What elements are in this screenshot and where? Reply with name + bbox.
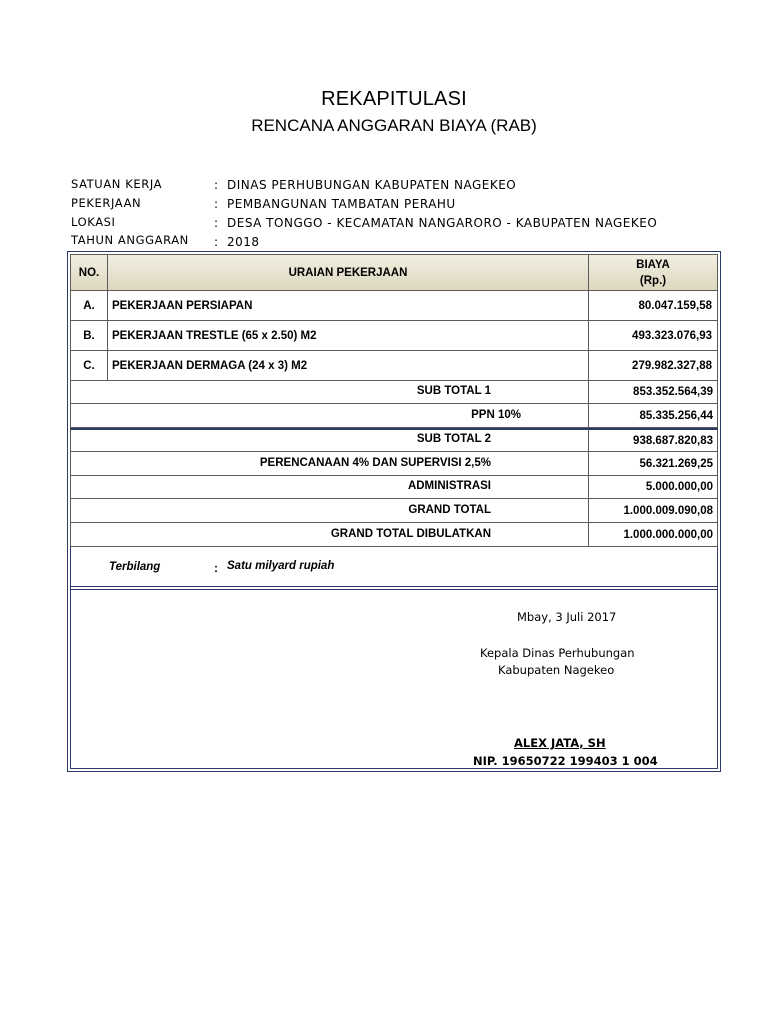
meta-colon: : bbox=[214, 216, 219, 230]
meta-label-satuan-kerja: SATUAN KERJA bbox=[71, 177, 163, 191]
meta-value-pekerjaan: PEMBANGUNAN TAMBATAN PERAHU bbox=[227, 197, 456, 211]
meta-colon: : bbox=[214, 235, 219, 249]
subtotal-2-label: SUB TOTAL 2 bbox=[416, 433, 491, 445]
meta-value-tahun-anggaran: 2018 bbox=[227, 235, 260, 249]
signature-place-date: Mbay, 3 Juli 2017 bbox=[517, 610, 617, 624]
row-a-biaya: 80.047.159,58 bbox=[588, 290, 718, 321]
meta-colon: : bbox=[214, 197, 219, 211]
header-uraian: URAIAN PEKERJAAN bbox=[107, 254, 589, 291]
meta-label-lokasi: LOKASI bbox=[71, 215, 116, 229]
perencanaan-label: PERENCANAAN 4% DAN SUPERVISI 2,5% bbox=[259, 457, 491, 469]
terbilang-label: Terbilang bbox=[109, 561, 161, 573]
signature-divider-inner bbox=[70, 589, 718, 590]
header-biaya-unit: (Rp.) bbox=[639, 274, 667, 287]
signature-position-line-1: Kepala Dinas Perhubungan bbox=[480, 646, 635, 660]
subtotal-1-label: SUB TOTAL 1 bbox=[416, 385, 491, 397]
row-a-uraian: PEKERJAAN PERSIAPAN bbox=[107, 290, 589, 321]
terbilang-colon: : bbox=[214, 561, 218, 575]
grand-total-dibulatkan-label: GRAND TOTAL DIBULATKAN bbox=[330, 528, 491, 540]
row-c-biaya: 279.982.327,88 bbox=[588, 350, 718, 381]
document-title: REKAPITULASI bbox=[321, 88, 467, 110]
signature-position-line-2: Kabupaten Nagekeo bbox=[498, 663, 615, 677]
grand-total-value: 1.000.009.090,08 bbox=[588, 499, 718, 522]
row-c-uraian: PEKERJAAN DERMAGA (24 x 3) M2 bbox=[107, 350, 589, 381]
row-c-no: C. bbox=[70, 350, 108, 381]
row-b-biaya: 493.323.076,93 bbox=[588, 320, 718, 351]
signature-name: ALEX JATA, SH bbox=[514, 736, 606, 750]
header-biaya bbox=[588, 254, 718, 291]
signature-nip: NIP. 19650722 199403 1 004 bbox=[473, 754, 658, 768]
row-b-uraian: PEKERJAAN TRESTLE (65 x 2.50) M2 bbox=[107, 320, 589, 351]
header-no: NO. bbox=[70, 254, 108, 291]
grand-total-dibulatkan-value: 1.000.000.000,00 bbox=[588, 523, 718, 546]
administrasi-label: ADMINISTRASI bbox=[407, 480, 491, 492]
subtotal-1-value: 853.352.564,39 bbox=[588, 381, 718, 403]
document-subtitle: RENCANA ANGGARAN BIAYA (RAB) bbox=[251, 116, 537, 135]
row-a-no: A. bbox=[70, 290, 108, 321]
meta-label-pekerjaan: PEKERJAAN bbox=[71, 196, 142, 210]
meta-colon: : bbox=[214, 178, 219, 192]
row-b-no: B. bbox=[70, 320, 108, 351]
meta-value-satuan-kerja: DINAS PERHUBUNGAN KABUPATEN NAGEKEO bbox=[227, 178, 517, 192]
subtotal-2-value: 938.687.820,83 bbox=[588, 430, 718, 451]
meta-label-tahun-anggaran: TAHUN ANGGARAN bbox=[71, 233, 189, 247]
ppn-label: PPN 10% bbox=[471, 409, 521, 421]
administrasi-value: 5.000.000,00 bbox=[588, 476, 718, 498]
meta-value-lokasi: DESA TONGGO - KECAMATAN NANGARORO - KABUPATEN NAGEKEO bbox=[227, 216, 658, 230]
signature-divider bbox=[70, 586, 718, 587]
grand-total-label: GRAND TOTAL bbox=[408, 504, 491, 516]
ppn-value: 85.335.256,44 bbox=[588, 404, 718, 427]
terbilang-value: Satu milyard rupiah bbox=[227, 560, 335, 572]
header-biaya-label: BIAYA bbox=[636, 258, 670, 271]
perencanaan-value: 56.321.269,25 bbox=[588, 452, 718, 475]
